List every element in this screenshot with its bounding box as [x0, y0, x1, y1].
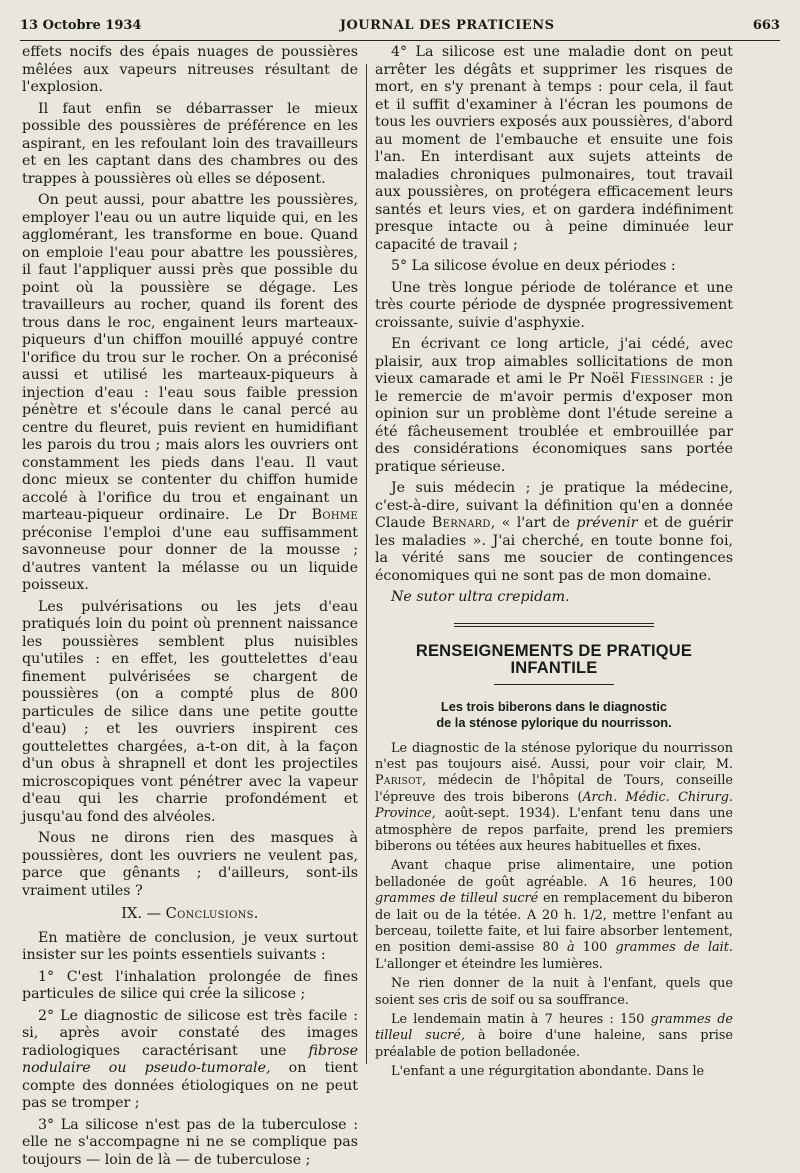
- paragraph: En matière de conclusion, je veux surtout insister sur les points essentiels suivants :: [22, 929, 358, 963]
- paragraph: Nous ne dirons rien des masques à poussières, dont les ouvriers ne veulent pas, parce que gênants ; d'ailleurs, sont-ils vraiment utiles ?: [22, 830, 358, 899]
- paragraph: 5° La silicose évolue en deux périodes :: [391, 258, 676, 274]
- left-column: [22, 44, 358, 1173]
- section-heading: IX. — Conclusions.: [121, 906, 259, 922]
- rubric-underline: [494, 684, 614, 685]
- section-separator: [454, 623, 654, 627]
- paragraph: Le diagnostic de la sténose pylorique du nourrisson n'est pas toujours aisé. Aussi, pour voir clair, M. Parisot, médecin de l'hôpital de Tours, conseille l'épreuve des trois biberons (Arch. Médic. Chirurg. Province, août-sept. 1934). L'enfant tenu dans une atmosphère de repos parfaite, prend les premiers biberons ou tétées aux heures habituelles et fixes.: [375, 740, 733, 854]
- paragraph: 1° C'est l'inhalation prolongée de fines particules de silice qui crée la silicose ;: [22, 968, 358, 1002]
- paragraph: Les pulvérisations ou les jets d'eau pratiqués loin du point où prennent naissance les poussières semblent plus nuisibles qu'utiles : en effet, les gouttelettes d'eau finement pulvérisées se chargent de poussières (on a compté plus de 800 particules de silice dans une petite goutte d'eau) ; et les ouvriers inspirent ces gouttelettes chargées, a-t-on dit, à la façon d'un obus à shrapnell et dont les projectiles microscopiques vont pénétrer avec la vapeur d'eau qui les charrie profondément et jusqu'au fond des alvéoles.: [22, 598, 358, 825]
- paragraph: Avant chaque prise alimentaire, une potion belladonée de goût agréable. A 16 heures, 100 grammes de tilleul sucré en remplacement du biberon de lait ou de la tétée. A 20 h. 1/2, mettre l'enfant au berceau, toilette faite, et lui faire absorber lentement, en position demi-assise 80 à 100 grammes de lait. L'allonger et éteindre les lumières.: [375, 858, 734, 972]
- closing-quote: Ne sutor ultra crepidam.: [391, 589, 570, 605]
- paragraph: L'enfant a une régurgitation abondante. Dans le: [391, 1064, 705, 1080]
- author-name: Bohme: [311, 507, 358, 523]
- article-subtitle: Les trois biberons dans le diagnostic de la sténose pylorique du nourrisson.: [436, 698, 672, 730]
- header-rule: [20, 40, 780, 41]
- paragraph: Il faut enfin se débarrasser le mieux possible des poussières de préférence en les aspirant, en les refoulant loin des travailleurs et en les captant dans des chambres ou des trappes à poussières où elles se déposent.: [22, 100, 358, 187]
- paragraph: 2° Le diagnostic de silicose est très facile : si, après avoir constaté des images radiologiques caractérisant une fibrose nodulaire ou pseudo-tumorale, on tient compte des données étiologiques on ne peut pas se tromper ;: [22, 1007, 359, 1111]
- header-page-number: 663: [752, 17, 780, 33]
- author-name: Bernard: [431, 515, 491, 531]
- header-journal-title: JOURNAL DES PRATICIENS: [339, 17, 555, 33]
- author-name: Parisot: [375, 773, 423, 789]
- paragraph: 3° La silicose n'est pas de la tuberculose : elle ne s'accompagne ni ne se complique pas toujours — loin de là — de tuberculose ;: [22, 1116, 358, 1168]
- paragraph: effets nocifs des épais nuages de poussières mêlées aux vapeurs nitreuses résultant de l'explosion.: [22, 44, 358, 95]
- article-body: [375, 741, 733, 1081]
- paragraph: Ne rien donner de la nuit à l'enfant, quels que soient ses cris de soif ou sa souffrance.: [375, 976, 733, 1008]
- rubric-title: RENSEIGNEMENTS DE PRATIQUE INFANTILE: [415, 641, 693, 677]
- paragraph: On peut aussi, pour abattre les poussières, employer l'eau ou un autre liquide qui, en les agglomérant, les transforme en boue. Quand on emploie l'eau pour abattre les poussières, il faut l'appliquer aussi près que possible du point où la poussière se dégage. Les travailleurs au rocher, quand ils forent des trous dans le roc, engainent leurs marteaux-piqueurs d'un chiffon mouillé appuyé contre l'orifice du trou sur le rocher. On a préconisé aussi et utilisé les marteaux-piqueurs à injection d'eau : l'eau sous faible pression pénètre et s'écoule dans le canal percé au centre du fleuret, puis revient en humidifiant les parois du trou ; mais alors les ouvriers ont constamment les pieds dans l'eau. Il vaut donc mieux se contenter du chiffon humide accolé à l'orifice du trou et engainant un marteau-piqueur ordinaire. Le Dr Bohme préconise l'emploi d'une eau suffisamment savonneuse pour donner de la mousse ; d'autres vantent la mélasse ou un liquide poisseux.: [22, 192, 358, 593]
- page-header: [20, 14, 780, 36]
- paragraph: Une très longue période de tolérance et une très courte période de dyspnée progressivement croissante, suivie d'asphyxie.: [375, 279, 733, 331]
- paragraph: Je suis médecin ; je pratique la médecine, c'est-à-dire, suivant la définition qu'en a donnée Claude Bernard, « l'art de prévenir et de guérir les maladies ». J'ai cherché, en toute bonne foi, la vérité sans me soucier de contingences économiques qui ne sont pas de mon domaine.: [375, 480, 734, 584]
- paragraph: Le lendemain matin à 7 heures : 150 grammes de tilleul sucré, à boire d'une haleine, sans prise préalable de potion belladonée.: [375, 1012, 733, 1060]
- header-date: 13 Octobre 1934: [20, 17, 142, 33]
- right-column: [375, 44, 733, 1084]
- paragraph: En écrivant ce long article, j'ai cédé, avec plaisir, aux trop aimables sollicitations de mon vieux camarade et ami le Pr Noël Fiessinger : je le remercie de m'avoir permis d'exposer mon opinion sur un problème dont l'étude sereine a été fâcheusement troublée et embrouillée par des considérations économiques sans portée pratique sérieuse.: [375, 336, 733, 475]
- author-name: Fiessinger: [630, 371, 704, 387]
- column-divider: [366, 64, 367, 1064]
- paragraph: 4° La silicose est une maladie dont on peut arrêter les dégâts et supprimer les risques de mort, en s'y prenant à temps : pour cela, il faut et il suffit d'examiner à l'écran les poumons de tous les ouvriers exposés aux poussières, d'abord au moment de l'embauche et ensuite une fois l'an. En interdisant aux sujets atteints de maladies chroniques pulmonaires, tout travail aux poussières, on protégera efficacement leurs santés et leurs vies, et on gardera indéfiniment presque intacte ou à peine diminuée leur capacité de travail ;: [375, 44, 733, 253]
